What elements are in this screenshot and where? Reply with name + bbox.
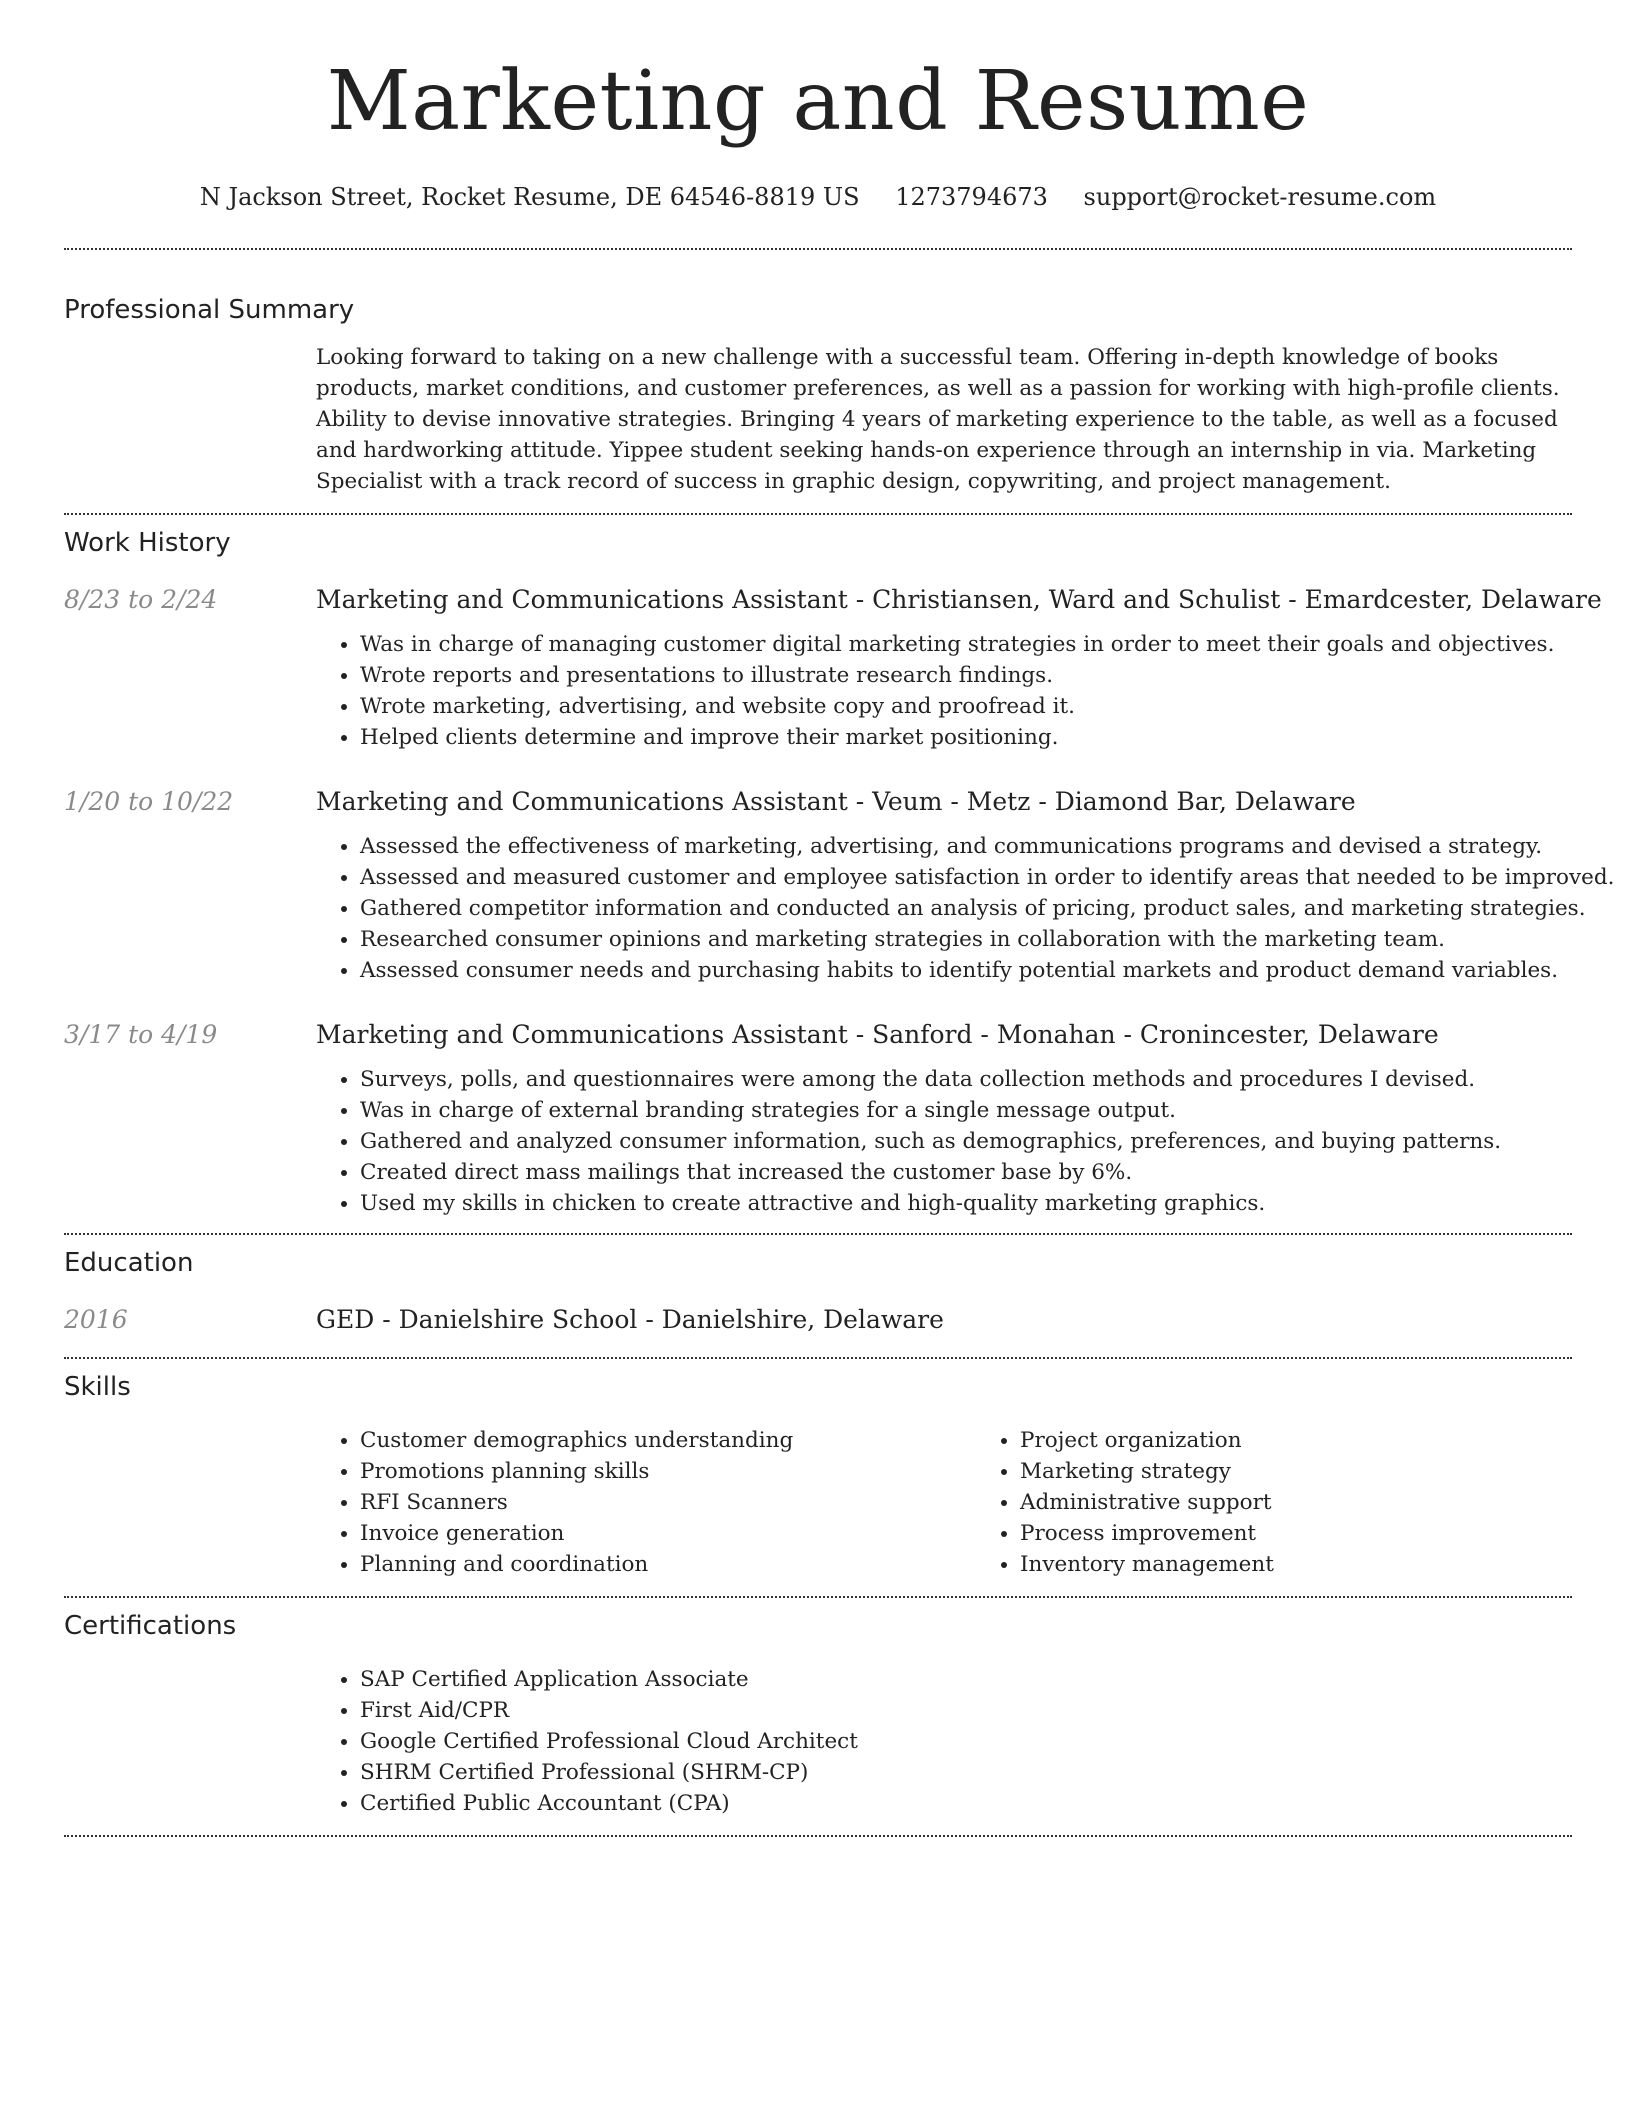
divider	[64, 1233, 1572, 1235]
list-item: • Was in charge of managing customer digital marketing strategies in order to meet their goals and objectives.	[360, 629, 1602, 660]
divider	[64, 1357, 1572, 1359]
job-title: Marketing and Communications Assistant - Sanford - Monahan - Cronincester, Delaware	[316, 1020, 1439, 1049]
education-title: Education	[64, 1248, 194, 1278]
list-item: • Assessed the effectiveness of marketing, advertising, and communications programs and devised a strategy.	[360, 831, 1614, 862]
education-section	[64, 1247, 1572, 1335]
list-item: • Google Certified Professional Cloud Architect	[360, 1726, 858, 1757]
list-item: • Certified Public Accountant (CPA)	[360, 1788, 858, 1819]
divider	[64, 1835, 1572, 1837]
job-entry	[64, 1020, 1572, 1219]
list-item: • SAP Certified Application Associate	[360, 1664, 858, 1695]
work-history-section	[64, 527, 1615, 1219]
contact-address: N Jackson Street, Rocket Resume, DE 64546-8819 US	[199, 183, 860, 211]
resume-page	[64, 0, 1615, 1837]
job-dates: 8/23 to 2/24	[64, 585, 218, 614]
job-bullets	[316, 629, 1602, 753]
list-item: • Created direct mass mailings that increased the customer base by 6%.	[360, 1157, 1572, 1188]
candidate-name: Marketing and Resume	[326, 54, 1310, 149]
job-entry	[64, 585, 1602, 753]
list-item: • Project organization	[1020, 1425, 1274, 1456]
skills-title: Skills	[64, 1372, 131, 1402]
list-item: • Invoice generation	[360, 1518, 976, 1549]
list-item: • Gathered competitor information and conducted an analysis of pricing, product sales, and marketing strategies.	[360, 893, 1614, 924]
list-item: • Inventory management	[1020, 1549, 1274, 1580]
list-item: • SHRM Certified Professional (SHRM-CP)	[360, 1757, 858, 1788]
divider	[64, 1596, 1572, 1598]
certifications-title: Certifications	[64, 1611, 237, 1641]
contact-email: support@rocket-resume.com	[1083, 183, 1437, 211]
skills-section	[64, 1371, 1572, 1580]
divider	[64, 513, 1572, 515]
contact-phone: 1273794673	[895, 183, 1048, 211]
job-title: Marketing and Communications Assistant - Veum - Metz - Diamond Bar, Delaware	[316, 787, 1356, 816]
job-dates: 1/20 to 10/22	[64, 787, 234, 816]
list-item: • Administrative support	[1020, 1487, 1274, 1518]
contact-line	[64, 182, 1572, 212]
list-item: • Process improvement	[1020, 1518, 1274, 1549]
list-item: • Planning and coordination	[360, 1549, 976, 1580]
list-item: • Assessed and measured customer and employee satisfaction in order to identify areas that needed to be improved.	[360, 862, 1614, 893]
list-item: • Surveys, polls, and questionnaires were among the data collection methods and procedures I devised.	[360, 1064, 1572, 1095]
certifications-list	[316, 1664, 858, 1819]
list-item: • Assessed consumer needs and purchasing habits to identify potential markets and product demand variables.	[360, 955, 1614, 986]
list-item: • Marketing strategy	[1020, 1456, 1274, 1487]
education-year: 2016	[64, 1305, 128, 1334]
job-dates: 3/17 to 4/19	[64, 1020, 218, 1049]
certifications-section	[64, 1610, 1572, 1819]
job-entry	[64, 787, 1615, 986]
divider	[64, 248, 1572, 250]
list-item: • Researched consumer opinions and marketing strategies in collaboration with the marketing team.	[360, 924, 1614, 955]
job-bullets	[316, 831, 1614, 986]
work-history-title: Work History	[64, 528, 231, 558]
education-degree: GED - Danielshire School - Danielshire, Delaware	[316, 1305, 944, 1334]
list-item: • Helped clients determine and improve their market positioning.	[360, 722, 1602, 753]
list-item: • RFI Scanners	[360, 1487, 976, 1518]
list-item: • Was in charge of external branding strategies for a single message output.	[360, 1095, 1572, 1126]
list-item: • Customer demographics understanding	[360, 1425, 976, 1456]
list-item: • Wrote marketing, advertising, and website copy and proofread it.	[360, 691, 1602, 722]
summary-text: Looking forward to taking on a new challenge with a successful team. Offering in-depth knowledge of books products, market conditions, and customer preferences, as well as a passion for working with high-profile clients. Ability to devise innovative strategies. Bringing 4 years of marketing experience to the table, as well as a focused and hardworking attitude. Yippee student seeking hands-on experience through an internship in via. Marketing Specialist with a track record of success in graphic design, copywriting, and project management.	[316, 345, 1560, 494]
skills-list-left	[316, 1425, 976, 1580]
job-title: Marketing and Communications Assistant - Christiansen, Ward and Schulist - Emardcester, Delaware	[316, 585, 1602, 614]
skills-list-right	[976, 1425, 1274, 1580]
skills-columns	[316, 1425, 1572, 1580]
jobs-list	[64, 585, 1615, 1219]
list-item: • Promotions planning skills	[360, 1456, 976, 1487]
list-item: • First Aid/CPR	[360, 1695, 858, 1726]
job-bullets	[316, 1064, 1572, 1219]
summary-title: Professional Summary	[64, 295, 355, 325]
resume-header	[64, 0, 1572, 212]
list-item: • Wrote reports and presentations to illustrate research findings.	[360, 660, 1602, 691]
summary-section	[64, 294, 1572, 497]
list-item: • Used my skills in chicken to create attractive and high-quality marketing graphics.	[360, 1188, 1572, 1219]
list-item: • Gathered and analyzed consumer information, such as demographics, preferences, and buying patterns.	[360, 1126, 1572, 1157]
